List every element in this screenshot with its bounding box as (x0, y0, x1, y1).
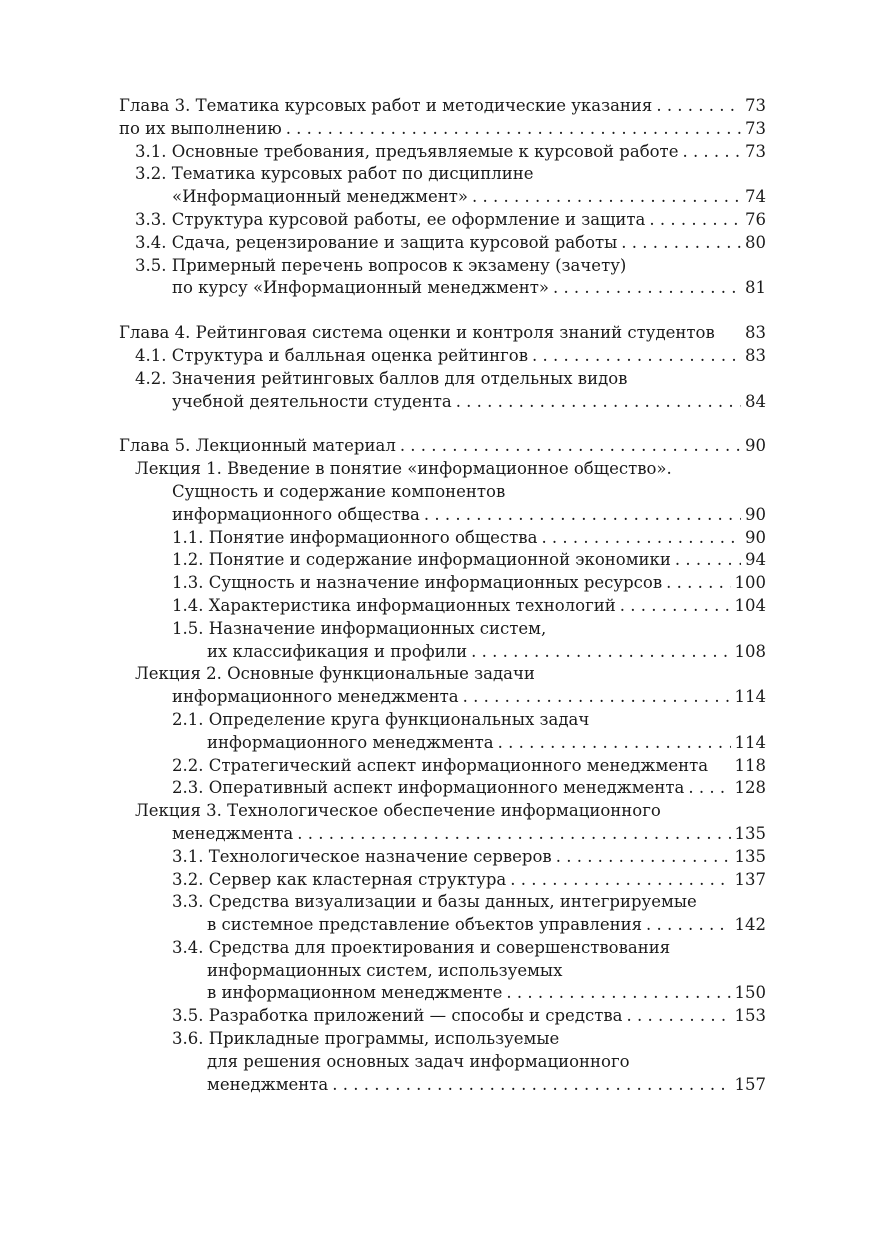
toc-entry (119, 209, 766, 232)
dot-leader (553, 277, 741, 300)
toc-entry-title: по курсу «Информационный менеджмент» (172, 278, 549, 298)
toc-page-number: 90 (745, 436, 766, 456)
toc-entry-title: 3.5. Разработка приложений — способы и средства (172, 1006, 623, 1026)
dot-leader (675, 549, 741, 572)
toc-entry-title: 3.1. Основные требования, предъявляемые к курсовой работе (135, 141, 679, 161)
toc-entry (119, 1005, 766, 1028)
dot-leader (506, 982, 730, 1005)
toc-entry (119, 914, 766, 937)
toc-page-number: 73 (745, 118, 766, 138)
dot-leader (682, 141, 741, 164)
toc-page-number: 84 (745, 391, 766, 411)
toc-page-number: 153 (734, 1006, 766, 1026)
toc-entry (119, 755, 766, 778)
toc-entry (119, 141, 766, 164)
toc-entry (119, 345, 766, 368)
toc-entry-title: менеджмента (172, 823, 294, 843)
toc-page-number: 135 (734, 846, 766, 866)
toc-entry (119, 960, 766, 983)
toc-page-number: 74 (745, 187, 766, 207)
dot-leader (656, 95, 741, 118)
toc-entry-title: 1.4. Характеристика информационных технологий (172, 595, 616, 615)
toc-entry-title: 3.4. Сдача, рецензирование и защита курсовой работы (135, 232, 618, 252)
toc-entry (119, 595, 766, 618)
toc-page-number: 114 (734, 732, 766, 752)
toc-entry-title: 3.3. Средства визуализации и базы данных, интегрируемые (172, 892, 697, 912)
toc-entry (119, 891, 766, 914)
toc-entry (119, 618, 766, 641)
toc-entry (119, 572, 766, 595)
toc-entry-title: 4.1. Структура и балльная оценка рейтингов (135, 345, 529, 365)
toc-page-number: 157 (734, 1074, 766, 1094)
dot-leader (424, 504, 741, 527)
toc-entry-title: информационного менеджмента (172, 687, 459, 707)
dot-leader (649, 209, 741, 232)
toc-entry (119, 823, 766, 846)
toc-entry (119, 1051, 766, 1074)
toc-page-number: 94 (745, 550, 766, 570)
toc-entry-title: Глава 3. Тематика курсовых работ и методические указания (119, 96, 653, 115)
toc-entry-title: 4.2. Значения рейтинговых баллов для отдельных видов (135, 368, 628, 388)
toc-page-number: 128 (734, 778, 766, 798)
dot-leader (688, 777, 730, 800)
toc-entry-title: 3.4. Средства для проектирования и совершенствования (172, 937, 671, 957)
toc-entry (119, 846, 766, 869)
toc-page-number: 90 (745, 527, 766, 547)
toc-entry-title: «Информационный менеджмент» (172, 187, 468, 207)
toc-entry-title: 1.2. Понятие и содержание информационной экономики (172, 550, 671, 570)
toc-page-number: 142 (734, 915, 766, 935)
toc-entry-title: Сущность и содержание компонентов (172, 481, 506, 501)
dot-leader (556, 846, 731, 869)
toc-entry (119, 777, 766, 800)
toc-entry-title: по их выполнению (119, 118, 282, 138)
toc-entry (119, 800, 766, 823)
toc-page-number: 83 (745, 345, 766, 365)
toc-entry-title: 2.3. Оперативный аспект информационного менеджмента (172, 778, 685, 798)
toc-entry-title: информационных систем, используемых (207, 960, 563, 980)
toc-entry-title: 3.3. Структура курсовой работы, ее оформление и защита (135, 209, 646, 229)
dot-leader (498, 732, 731, 755)
toc-entry (119, 549, 766, 572)
dot-leader (463, 686, 731, 709)
dot-leader (472, 186, 741, 209)
section-gap (119, 300, 766, 322)
toc-page-number: 83 (745, 323, 766, 343)
dot-leader (297, 823, 730, 846)
toc-page-number: 118 (734, 755, 766, 775)
dot-leader (510, 869, 730, 892)
toc-entry (119, 186, 766, 209)
section-gap (119, 413, 766, 435)
toc-entry-title: 1.5. Назначение информационных систем, (172, 618, 547, 638)
toc-entry (119, 1028, 766, 1051)
toc-entry (119, 937, 766, 960)
toc-entry (119, 481, 766, 504)
toc-entry (119, 368, 766, 391)
toc-entry (119, 118, 766, 141)
toc-entry (119, 663, 766, 686)
toc-entry (119, 732, 766, 755)
dot-leader (332, 1074, 730, 1097)
table-of-contents (119, 95, 766, 1096)
toc-entry (119, 504, 766, 527)
toc-entry-title: 3.6. Прикладные программы, используемые (172, 1029, 560, 1049)
dot-leader (626, 1005, 730, 1028)
toc-entry-title: 1.1. Понятие информационного общества (172, 527, 538, 547)
toc-page-number: 137 (734, 869, 766, 889)
dot-leader (471, 641, 730, 664)
toc-entry-title: учебной деятельности студента (172, 391, 452, 411)
toc-entry (119, 232, 766, 255)
toc-entry (119, 163, 766, 186)
toc-page-number: 100 (734, 573, 766, 593)
dot-leader (621, 232, 741, 255)
toc-page-number: 73 (745, 141, 766, 161)
toc-entry-title: 1.3. Сущность и назначение информационных ресурсов (172, 573, 663, 593)
toc-entry-title: менеджмента (207, 1074, 329, 1094)
toc-entry (119, 322, 766, 345)
toc-entry (119, 686, 766, 709)
toc-page-number: 73 (745, 96, 766, 115)
dot-leader (541, 527, 741, 550)
toc-entry-title: 3.1. Технологическое назначение серверов (172, 846, 552, 866)
toc-page-number: 80 (745, 232, 766, 252)
dot-leader (620, 595, 731, 618)
toc-entry (119, 641, 766, 664)
toc-entry (119, 709, 766, 732)
toc-entry-title: Лекция 2. Основные функциональные задачи (135, 664, 535, 684)
toc-entry-title: 2.1. Определение круга функциональных задач (172, 709, 590, 729)
toc-entry-title: их классификация и профили (207, 641, 468, 661)
toc-entry-title: 3.2. Сервер как кластерная структура (172, 869, 507, 889)
toc-entry-title: для решения основных задач информационного (207, 1051, 630, 1071)
toc-page-number: 104 (734, 595, 766, 615)
toc-page-number: 76 (745, 209, 766, 229)
toc-entry (119, 1074, 766, 1097)
toc-page-number: 114 (734, 687, 766, 707)
toc-entry-title: в системное представление объектов управления (207, 915, 642, 935)
toc-entry-title: 3.5. Примерный перечень вопросов к экзамену (зачету) (135, 255, 627, 275)
toc-entry-title: в информационном менеджменте (207, 983, 503, 1003)
toc-page-number: 108 (734, 641, 766, 661)
toc-entry-title: информационного общества (172, 504, 420, 524)
dot-leader (286, 118, 741, 141)
toc-entry (119, 458, 766, 481)
dot-leader (400, 435, 741, 458)
dot-leader (666, 572, 730, 595)
dot-leader (532, 345, 741, 368)
toc-entry-title: 3.2. Тематика курсовых работ по дисциплине (135, 164, 534, 184)
toc-entry (119, 255, 766, 278)
toc-entry-title: Лекция 3. Технологическое обеспечение информационного (135, 801, 661, 821)
toc-entry (119, 982, 766, 1005)
toc-entry-title: информационного менеджмента (207, 732, 494, 752)
dot-leader (646, 914, 731, 937)
toc-entry (119, 435, 766, 458)
toc-page-number: 81 (745, 278, 766, 298)
toc-entry-title: Лекция 1. Введение в понятие «информационное общество». (135, 459, 672, 479)
toc-entry (119, 527, 766, 550)
toc-entry (119, 277, 766, 300)
toc-page-number: 135 (734, 823, 766, 843)
toc-entry-title: 2.2. Стратегический аспект информационного менеджмента (172, 755, 709, 775)
toc-entry (119, 391, 766, 414)
toc-entry-title: Глава 5. Лекционный материал (119, 436, 396, 456)
toc-entry (119, 95, 766, 118)
toc-entry-title: Глава 4. Рейтинговая система оценки и контроля знаний студентов (119, 323, 715, 343)
dot-leader (456, 391, 741, 414)
toc-page-number: 150 (734, 983, 766, 1003)
toc-page-number: 90 (745, 504, 766, 524)
toc-entry (119, 869, 766, 892)
